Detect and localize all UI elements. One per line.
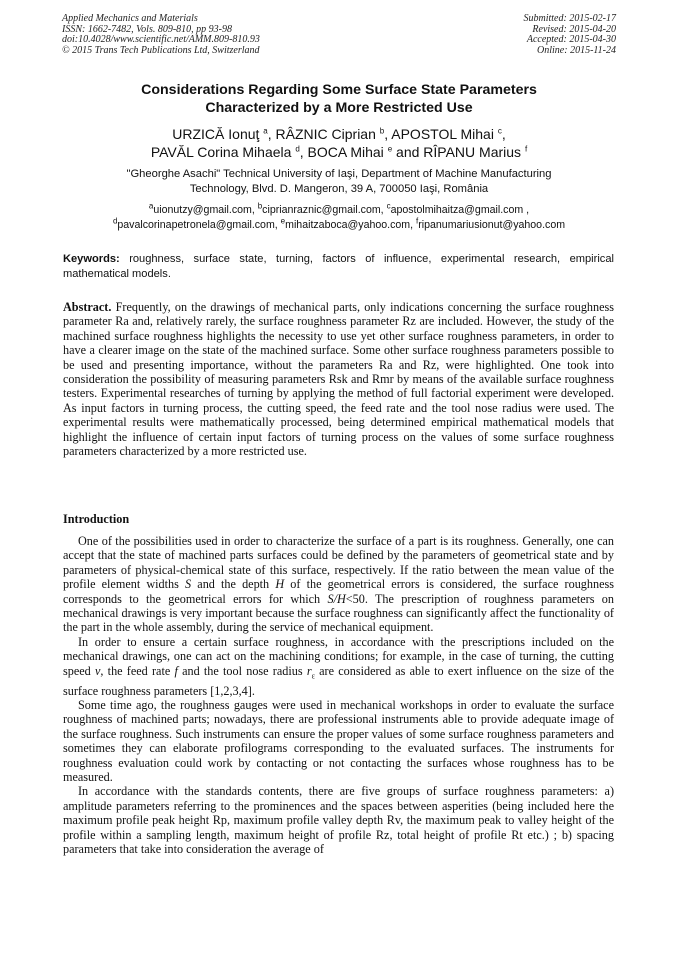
author-name: RÂZNIC Ciprian: [275, 126, 376, 142]
author-line-1: URZICĂ Ionuţ $^a$, RÂZNIC Ciprian $^b$, APOSTOL Mihai $^c$,: [172, 126, 506, 142]
author-name: PAVĂL Corina Mihaela: [150, 144, 292, 160]
text-run: <50. The prescription of roughness parameters on mechanical drawings is very important because the surface roughness can significantly affect the functionality of the part in the whole assembly, during the service of mechanical equipment.: [63, 591, 614, 635]
author-mark: f: [524, 144, 528, 154]
text-run: are considered as able to exert influence on the size of the surface roughness parameters [1,2,3,4].: [63, 663, 614, 698]
paragraph: [63, 534, 614, 635]
symbol: S: [185, 577, 192, 592]
paragraph: In accordance with the standards contents, there are five groups of surface roughness parameters: a) amplitude parameters referring to the prominences and the spaces between asperities (being included here the maximum profile peak height Rp, maximum profile valley depth Rv, the maximum peak to valley height of the profile within a sampling length, maximum height of profile Rz, total height of profile Rt etc.) ; b) spacing parameters that take into consideration the average of: [63, 784, 614, 856]
author-name: BOCA Mihai: [307, 144, 384, 160]
keywords: [63, 252, 614, 281]
and-word: and: [396, 144, 420, 160]
author-name: RÎPANU Marius: [423, 144, 522, 160]
symbol: r: [306, 663, 312, 678]
abstract: [63, 300, 614, 458]
keywords-label: Keywords:: [63, 253, 120, 265]
author-mark: a: [263, 126, 268, 136]
paper-title: [40, 82, 638, 117]
text-run: , the feed rate: [100, 663, 175, 678]
affiliation: [40, 167, 638, 197]
email-list: [30, 203, 648, 232]
symbol: H: [275, 577, 285, 592]
author-name: URZICĂ Ionuţ: [172, 126, 260, 142]
symbol: v: [94, 663, 101, 678]
author-mark: e: [387, 144, 393, 154]
online-date: Online: 2015-11-24: [537, 44, 616, 56]
paragraph: Some time ago, the roughness gauges were used in mechanical workshops in order to evaluate the surface roughness of machined parts; nowadays, there are professional instruments able to provide adequate image of the surface roughness. Such instruments can ensure the proper values of some surface roughness parameters and sometimes they can elaborate profilograms corresponding to the evaluated surfaces. The instruments for roughness evaluation could work by contacting or not contacting the surfaces whose roughness has to be measured.: [63, 697, 614, 784]
affiliation-line-1: "Gheorghe Asachi" Technical University of Iaşi, Department of Machine Manufacturing: [126, 168, 552, 180]
email-link[interactable]: uionutzy@gmail.com: [153, 204, 252, 216]
title-line-1: Considerations Regarding Some Surface State Parameters: [141, 82, 537, 98]
email-link[interactable]: apostolmihaitza@gmail.com: [390, 204, 524, 216]
author-mark: d: [112, 215, 118, 225]
email-link[interactable]: ciprianraznic@gmail.com: [262, 204, 381, 216]
author-mark: a: [148, 201, 154, 211]
text-run: and the depth: [191, 577, 276, 592]
author-mark: d: [295, 144, 300, 154]
section-heading: Introduction: [63, 512, 130, 526]
email-line-1: $^a$uionutzy@gmail.com, $^b$ciprianraznic@gmail.com, $^c$apostolmihaitza@gmail.com ,: [148, 201, 530, 216]
author-line-2: PAVĂL Corina Mihaela $^d$, BOCA Mihai $^e$ and RÎPANU Marius $^f$: [150, 144, 528, 160]
author-mark: c: [497, 126, 502, 136]
text-run: of the geometrical errors is considered, the surface roughness corresponds to the geometrical errors for which: [63, 577, 614, 606]
author-mark: f: [416, 215, 419, 225]
email-link[interactable]: pavalcorinapetronela@gmail.com: [117, 218, 275, 231]
dates-header: [524, 14, 617, 56]
paragraph: [63, 635, 614, 698]
author-list: [40, 125, 638, 161]
author-name: APOSTOL Mihai: [391, 126, 494, 142]
abstract-text: Frequently, on the drawings of mechanical parts, only indications concerning the surface roughness parameter Ra and, relatively rarely, the surface roughness parameter Rz are included. However, the study of the machined surface roughness highlights the necessity to use yet other surface roughness parameters, in order to have a clearer image on the state of the machined surface. Some other surface roughness parameters possible to be used and presenting importance, without the parameters Ra and Rz, were highlighted. One took into consideration the possibility of measuring parameters Rsk and Rmr by means of the available surface roughness testers. Experimental researches of turning by applying the method of full factorial experiment were developed. As input factors in turning process, the cutting speed, the feed rate and the tool nose radius were used. The experimental results were mathematically processed, being determined empirical mathematical models that highlight the influence of certain input factors of turning process on the values of some surface roughness parameters characterized by a more restricted use.: [63, 300, 614, 459]
journal-header: [62, 14, 260, 56]
accepted-date: Accepted: 2015-04-30: [526, 34, 616, 46]
affiliation-line-2: Technology, Blvd. D. Mangeron, 39 A, 700050 Iaşi, România: [189, 183, 489, 195]
author-mark: c: [386, 201, 391, 211]
text-run: and the tool nose radius: [177, 663, 307, 678]
author-mark: b: [257, 201, 263, 211]
author-mark: e: [280, 215, 286, 225]
copyright-line: © 2015 Trans Tech Publications Ltd, Switzerland: [62, 44, 260, 56]
body-text: [63, 534, 614, 856]
author-mark: b: [379, 126, 385, 136]
symbol: f: [174, 663, 178, 678]
email-link[interactable]: ripanumariusionut@yahoo.com: [418, 218, 566, 231]
email-line-2: $^d$pavalcorinapetronela@gmail.com, $^e$mihaitzaboca@yahoo.com, $^f$ripanumariusionut@yahoo.com: [112, 215, 566, 231]
subscript: ε: [311, 671, 315, 681]
revised-date: Revised: 2015-04-20: [532, 23, 616, 35]
symbol: S/H: [327, 591, 346, 606]
submitted-date: Submitted: 2015-02-17: [523, 13, 616, 24]
text-run: In order to ensure a certain surface roughness, in accordance with the prescriptions included on the mechanical drawings, one can act on the machining conditions; for example, in the case of turning, the cutting speed: [63, 634, 614, 678]
doi-line[interactable]: doi:10.4028/www.scientific.net/AMM.809-810.93: [62, 34, 260, 46]
abstract-label: Abstract.: [63, 300, 112, 314]
keywords-text: roughness, surface state, turning, factors of influence, experimental research, empirical mathematical models.: [63, 253, 614, 280]
text-run: One of the possibilities used in order to characterize the surface of a part is its roughness. Generally, one can accept that the state of machined parts surfaces could be defined by the parameters of geometrical state and by parameters of physical-chemical state of this surface, respectively. If the ratio between the mean value of the profile element widths: [63, 534, 614, 592]
title-line-2: Characterized by a More Restricted Use: [205, 99, 473, 116]
email-link[interactable]: mihaitzaboca@yahoo.com: [285, 218, 411, 231]
issn-line: ISSN: 1662-7482, Vols. 809-810, pp 93-98: [62, 23, 232, 35]
journal-name: Applied Mechanics and Materials: [62, 13, 198, 24]
